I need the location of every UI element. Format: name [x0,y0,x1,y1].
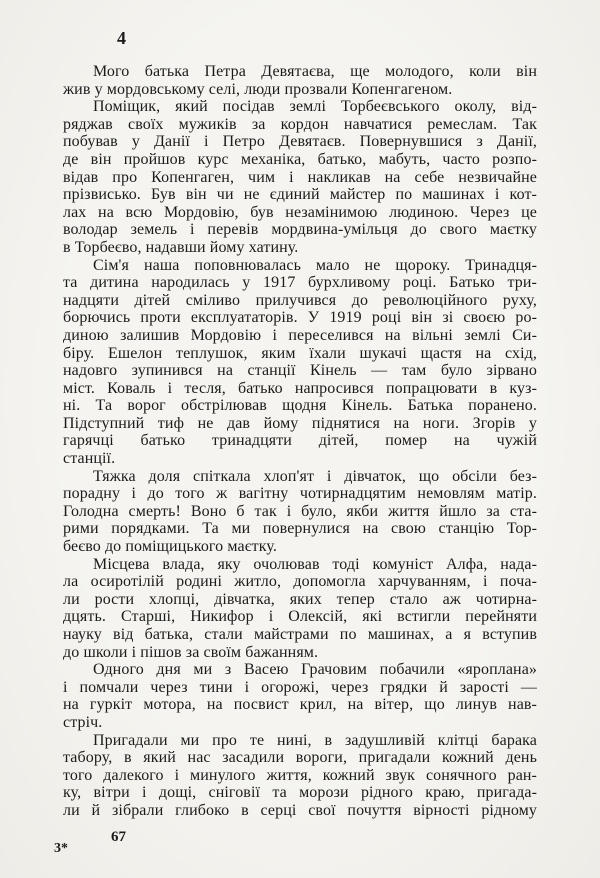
text-line: ли рости хлопці, дівчатка, яких тепер стало аж чотирна- [63,590,537,608]
text-line: надовго зупинився на станції Кінель — там було зірвано [63,362,537,380]
text-line: Місцева влада, яку очолював тоді комуніст Алфа, нада- [93,555,537,573]
paragraph [63,732,537,820]
text-line: Тяжка доля спіткала хлоп'ят і дівчаток, що обсіли без- [93,467,537,485]
text-line: рими порядками. Та ми повернулися на свою станцію Тор- [63,520,537,538]
text-line: та дитина народилась у 1917 бурхливому році. Батько три- [63,274,537,292]
text-block [63,63,537,820]
text-line: дцять. Старші, Никифор і Олексій, які встигли перейняти [63,608,537,626]
page-number-bottom: 67 [111,829,126,845]
text-line: де він пройшов курс механіка, батько, мабуть, часто розпо- [63,150,537,168]
text-line: Поміщик, який посідав землі Торбеєвського околу, від- [93,98,537,116]
paragraph [63,257,537,468]
paragraph [63,468,537,556]
text-line: стріч. [63,713,103,731]
text-line: борючись проти експлуататорів. У 1919 році він зі своєю ро- [63,309,537,327]
text-line: ряджав своїх мужиків за кордон навчатися ремеслам. Так [63,115,537,133]
text-line: до школи і пішов за своїм бажанням. [63,643,319,661]
text-line: Підступний тиф не дав йому піднятися на ноги. Згорів у [63,414,537,432]
text-line: гарячці батько тринадцяти дітей, помер на чужій [63,432,537,450]
text-line: на гуркіт мотора, на посвист крил, на вітер, що линув нав- [63,696,537,714]
text-line: лах на всю Мордовію, був незамінимою людиною. Через це [63,203,537,221]
text-line: володар земель і перевів мордвина-умільця до свого маєтку [63,221,537,239]
text-line: науку від батька, стали майстрами по машинах, а я вступив [63,626,537,643]
text-line: міст. Коваль і тесля, батько напросився попрацювати в куз- [63,379,537,397]
text-line: в Торбеєво, надавши йому хатину. [63,238,299,256]
text-line: того далекого і минулого життя, кожний звук сонячного ран- [63,766,537,784]
text-line: Сім'я наша поповнювалась мало не щороку. Тринадця- [93,256,537,274]
paragraph [63,63,537,98]
text-line: Голодна смерть! Воно б так і було, якби життя йшло за ста- [63,502,537,520]
text-line: диною залишив Мордовію і переселився на вільні землі Си- [63,326,537,344]
text-line: Пригадали ми про те нині, в задушливій клітці барака [93,731,537,749]
text-line: ні. Та ворог обстрілював щодня Кінель. Батька поранено. [63,397,537,415]
text-line: беєво до поміщицького маєтку. [63,538,278,556]
text-line: відав про Копенгаген, чим і накликав на себе незвичайне [63,168,537,186]
text-line: порадну і до того ж вагітну чотирнадцятим немовлям матір. [63,485,537,503]
text-line: біру. Ешелон теплушок, яким їхали шукачі щастя на схід, [63,344,537,362]
text-line: ла осиротілій родині житло, допомогла харчуванням, і поча- [63,573,537,591]
text-line: Одного дня ми з Васею Грачовим побачили «яроплана» [93,661,537,679]
text-line: прізвисько. Був він чи не єдиний майстер по машинах і кот- [63,186,537,204]
text-line: ку, вітри і дощі, сніговії та морози рідного краю, пригада- [63,784,537,802]
page-number-top: 4 [117,28,127,48]
text-line: і помчали через тини і огорожі, через грядки й зарості — [63,678,537,696]
paragraph [63,661,537,731]
text-line: надцяти дітей сміливо прилучився до революційного руху, [63,291,537,309]
text-line: табору, в який нас засадили вороги, пригадали кожний день [63,749,537,767]
text-line: станції. [63,450,116,468]
text-line: ли й зібрали глибоко в серці свої почуття вірності рідному [63,801,537,819]
text-line: жив у мордовському селі, люди прозвали Копенгагеном. [63,80,453,98]
paragraph [63,556,537,662]
text-line: Мого батька Петра Девятаєва, ще молодого, коли він [93,63,537,80]
text-line: побував у Данії і Петро Девятаєв. Повернувшися з Данії, [63,133,537,151]
paragraph [63,98,537,256]
footer-signature-mark: 3* [54,841,68,856]
